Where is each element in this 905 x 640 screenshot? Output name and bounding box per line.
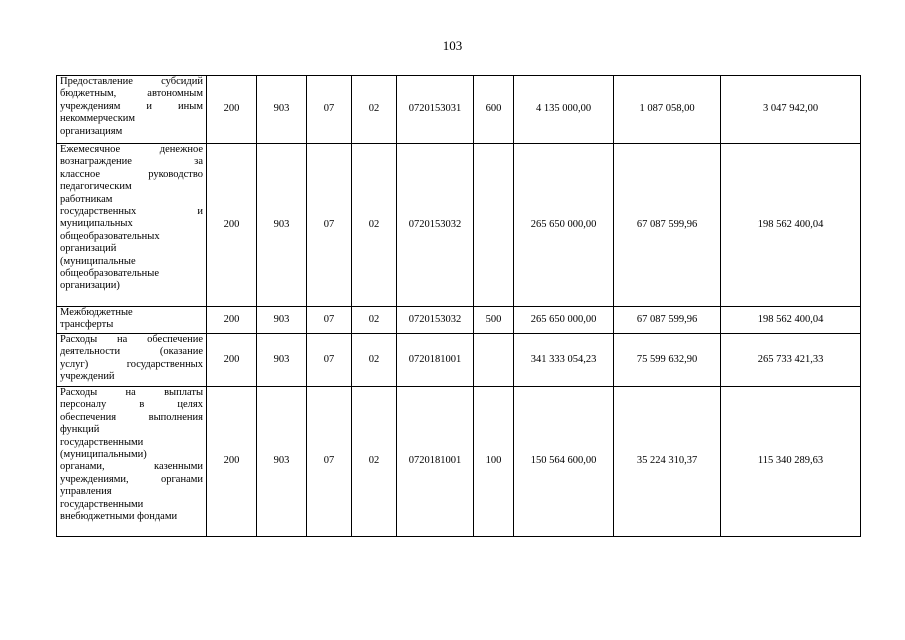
type-cell: 500 <box>474 307 514 334</box>
sum3-cell: 265 733 421,33 <box>721 334 861 387</box>
sum1-cell: 341 333 054,23 <box>514 334 614 387</box>
type-cell <box>474 334 514 387</box>
table-row <box>57 334 861 387</box>
section-cell: 07 <box>307 387 352 537</box>
ministry-cell: 903 <box>257 76 307 144</box>
sum3-cell: 115 340 289,63 <box>721 387 861 537</box>
sum2-cell: 75 599 632,90 <box>614 334 721 387</box>
sum3-cell: 3 047 942,00 <box>721 76 861 144</box>
table-row <box>57 387 861 537</box>
row-description: Расходы на выплаты персоналу в целях обеспечения выполнения функций государственными (муниципальными) органами, казенными учреждениями, органами управления государственными внебюджетными фондами <box>57 387 207 537</box>
sum3-cell: 198 562 400,04 <box>721 307 861 334</box>
section-cell: 07 <box>307 334 352 387</box>
target-cell: 0720153032 <box>397 144 474 307</box>
budget-table <box>56 75 861 537</box>
section-cell: 07 <box>307 144 352 307</box>
table-row <box>57 76 861 144</box>
subsection-cell: 02 <box>352 387 397 537</box>
sum3-cell: 198 562 400,04 <box>721 144 861 307</box>
ministry-cell: 903 <box>257 307 307 334</box>
target-cell: 0720181001 <box>397 387 474 537</box>
target-cell: 0720181001 <box>397 334 474 387</box>
table-row <box>57 307 861 334</box>
page-number: 103 <box>442 38 463 53</box>
target-cell: 0720153031 <box>397 76 474 144</box>
sum2-cell: 67 087 599,96 <box>614 307 721 334</box>
code-cell: 200 <box>207 76 257 144</box>
table-row <box>57 144 861 307</box>
row-description: Межбюджетные трансферты <box>57 307 207 334</box>
subsection-cell: 02 <box>352 76 397 144</box>
type-cell: 100 <box>474 387 514 537</box>
sum1-cell: 4 135 000,00 <box>514 76 614 144</box>
target-cell: 0720153032 <box>397 307 474 334</box>
subsection-cell: 02 <box>352 144 397 307</box>
row-description: Расходы на обеспечение деятельности (оказание услуг) государственных учреждений <box>57 334 207 387</box>
ministry-cell: 903 <box>257 387 307 537</box>
type-cell: 600 <box>474 76 514 144</box>
sum2-cell: 1 087 058,00 <box>614 76 721 144</box>
ministry-cell: 903 <box>257 144 307 307</box>
subsection-cell: 02 <box>352 307 397 334</box>
sum2-cell: 35 224 310,37 <box>614 387 721 537</box>
code-cell: 200 <box>207 387 257 537</box>
code-cell: 200 <box>207 334 257 387</box>
row-description: Ежемесячное денежное вознаграждение за классное руководство педагогическим работникам государственных и муниципальных общеобразовательных организаций (муниципальные общеобразовательные организации) <box>57 144 207 307</box>
code-cell: 200 <box>207 144 257 307</box>
subsection-cell: 02 <box>352 334 397 387</box>
section-cell: 07 <box>307 307 352 334</box>
row-description: Предоставление субсидий бюджетным, автономным учреждениям и иным некоммерческим организациям <box>57 76 207 144</box>
ministry-cell: 903 <box>257 334 307 387</box>
section-cell: 07 <box>307 76 352 144</box>
sum1-cell: 150 564 600,00 <box>514 387 614 537</box>
sum1-cell: 265 650 000,00 <box>514 307 614 334</box>
sum2-cell: 67 087 599,96 <box>614 144 721 307</box>
code-cell: 200 <box>207 307 257 334</box>
sum1-cell: 265 650 000,00 <box>514 144 614 307</box>
type-cell <box>474 144 514 307</box>
